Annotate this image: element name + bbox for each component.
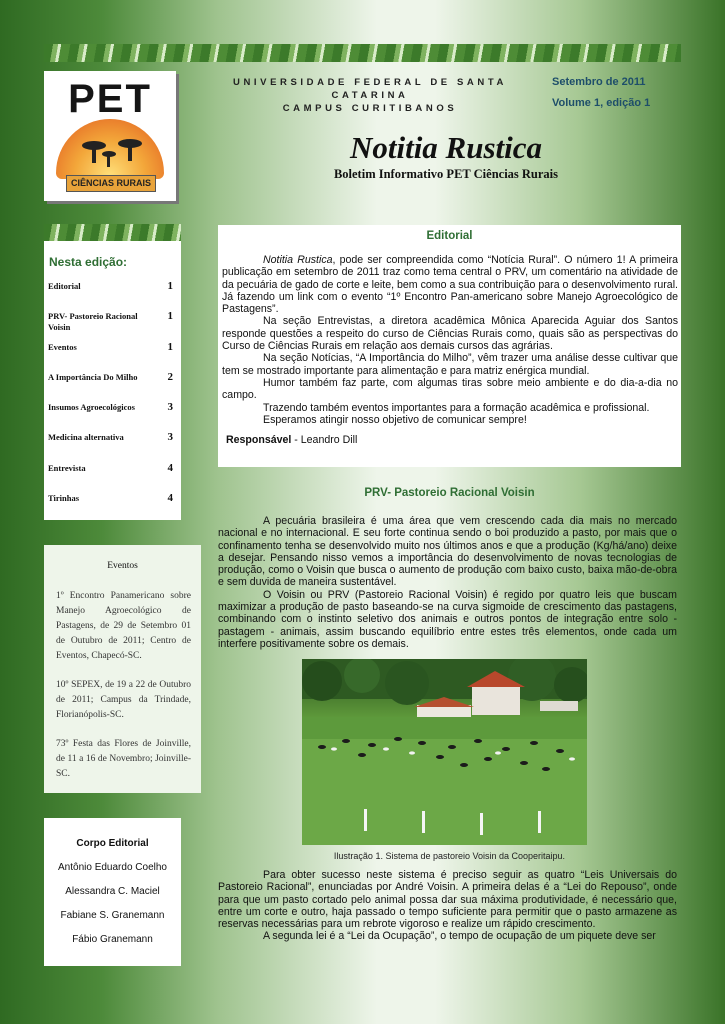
event-item: 10º SEPEX, de 19 a 22 de Outubro de 2011; Campus da Trindade, Florianópolis-SC. (56, 680, 191, 720)
toc-item-title: Insumos Agroecológicos (48, 402, 135, 412)
editorial-board (44, 818, 181, 966)
toc-item-page: 3 (167, 431, 173, 443)
toc-item[interactable] (48, 463, 173, 474)
prv-article-continued (218, 869, 677, 943)
toc-item[interactable] (48, 432, 173, 443)
logo-label: CIÊNCIAS RURAIS (66, 175, 156, 192)
events-heading: Eventos (107, 561, 138, 571)
editorial-paragraph: Na seção Entrevistas, a diretora acadêmica Mônica Aparecida Aguiar dos Santos responde questões a respeito do curso de Ciências Rurais como, quais são as perspectivas do Curso de Ciências Rurais em relação aos demais cursos das agrárias. (222, 315, 678, 353)
tree-trunk (107, 155, 110, 167)
toc-banner (44, 224, 181, 241)
toc-item-page: 1 (167, 341, 173, 353)
toc-item-page: 3 (167, 401, 173, 413)
top-banner (44, 44, 681, 62)
tree-trunk (128, 145, 132, 161)
events-box (44, 545, 201, 793)
table-of-contents (44, 224, 181, 520)
toc-item-page: 4 (167, 462, 173, 474)
logo-sunset (56, 119, 164, 179)
campus-name: CAMPUS CURITIBANOS (282, 103, 458, 114)
editorial-lead: Notitia Rustica (263, 254, 333, 266)
board-member: Fabiane S. Granemann (60, 910, 165, 921)
board-member: Fábio Granemann (72, 934, 153, 945)
toc-item[interactable] (48, 402, 173, 413)
toc-item[interactable] (48, 372, 173, 383)
toc-item[interactable] (48, 311, 173, 333)
editorial-body (218, 254, 681, 446)
event-item: 73º Festa das Flores de Joinville, de 11 a 16 de Novembro; Joinville-SC. (56, 739, 191, 779)
editorial-paragraph: Trazendo também eventos importantes para a formação acadêmica e profissional. (263, 401, 650, 414)
toc-heading: Nesta edição: (49, 255, 128, 269)
prv-heading: PRV- Pastoreio Racional Voisin (364, 487, 535, 499)
toc-item-title: Tirinhas (48, 493, 80, 503)
prv-paragraph: O Voisin ou PRV (Pastoreio Racional Voisin) é regido por quatro leis que buscam maximizar a produção de pasto baseando-se na curva sigmoide de crescimento das pastagens, combinando com o instinto seletivo dos animais e outros pontos de integração entre solo - pastagem - animais, assim buscando equilíbrio entre estes três elementos, onde cada um interfere positivamente sobre os demais. (218, 588, 677, 650)
photo-caption: Ilustração 1. Sistema de pastoreio Voisin da Cooperitaipu. (333, 851, 566, 861)
board-member: Alessandra C. Maciel (65, 886, 160, 897)
toc-item-title: Editorial (48, 281, 81, 291)
prv-paragraph: A segunda lei é a “Lei da Ocupação”, o tempo de ocupação de um piquete deve ser (263, 930, 656, 943)
toc-item[interactable] (48, 342, 173, 353)
toc-item-title: Entrevista (48, 463, 86, 473)
issue-date: Setembro de 2011 (552, 76, 646, 88)
responsible-label: Responsável (226, 434, 292, 447)
editorial-paragraph: Esperamos atingir nosso objetivo de comunicar sempre! (263, 413, 527, 426)
university-header (205, 76, 535, 115)
university-name: UNIVERSIDADE FEDERAL DE SANTA CATARINA (232, 77, 507, 101)
toc-item-title: Medicina alternativa (48, 432, 124, 442)
editorial-responsible (222, 434, 678, 446)
event-item: 1º Encontro Panamericano sobre Manejo Agroecológico de Pastagens, de 29 de Setembro 01 de Outubro de 2011; Centro de Eventos, Chapecó-SC. (56, 591, 191, 661)
toc-item-page: 1 (167, 310, 173, 322)
newsletter-subtitle: Boletim Informativo PET Ciências Rurais (333, 167, 559, 181)
prv-article (218, 515, 677, 650)
editorial-box (218, 225, 681, 467)
toc-item-title: Eventos (48, 342, 77, 352)
newsletter-title: Notitia Rustica (349, 130, 543, 165)
pasture-photo-svg (302, 659, 587, 845)
responsible-name: - Leandro Dill (291, 434, 358, 447)
toc-item-page: 1 (167, 280, 173, 292)
pasture-photo (302, 659, 587, 845)
toc-item-title: PRV- Pastoreio Racional Voisin (48, 311, 138, 332)
editorial-board-heading: Corpo Editorial (76, 838, 149, 849)
tree-trunk (92, 147, 96, 163)
editorial-paragraph: Humor também faz parte, com algumas tiras sobre meio ambiente e do dia-a-dia no campo. (222, 376, 678, 402)
editorial-paragraph (222, 254, 678, 315)
toc-item-page: 2 (167, 371, 173, 383)
editorial-heading: Editorial (426, 230, 473, 242)
prv-paragraph: Para obter sucesso neste sistema é preciso seguir as quatro “Leis Universais do Pastoreio Racional”, enunciadas por André Voisin. A primeira delas é a “Lei do Repouso”, onde para que um pasto cortado pelo animal possa dar sua máxima produtividade, é necessário que, entre um corte e outro, haja passado o tempo suficiente para permitir que o pasto armazene as reservas necessárias para um rebrote vigoroso e realize um rápido crescimento. (218, 869, 677, 931)
toc-item-title: A Importância Do Milho (48, 372, 138, 382)
toc-item[interactable] (48, 493, 173, 504)
toc-item[interactable] (48, 281, 173, 292)
pet-logo (44, 71, 176, 201)
prv-paragraph: A pecuária brasileira é uma área que vem crescendo cada dia mais no mercado nacional e no internacional. E seu forte continua sendo o boi produzido a pasto, por mais que o confinamento tenha se desenvolvido muito nos últimos anos e que a produção (Kg/há/ano) deixe a desejar. Pensando nisso vemos a importância do desenvolvimento de novas tecnologias de produção, como o Voisin que busca o aumento de produção com baixo custo, baixa mão-de-obra e sem duvida de maneira sustentável. (218, 515, 677, 589)
toc-item-page: 4 (167, 492, 173, 504)
editorial-paragraph: Na seção Notícias, “A Importância do Milho”, vêm trazer uma análise desse cultivar que tem se mostrado importante para alimentação e para matriz enérgica mundial. (222, 352, 678, 377)
board-member: Antônio Eduardo Coelho (58, 862, 167, 873)
editorial-lead-rest: , pode ser compreendida como “Notícia Rural”. O número 1! A primeira publicação em setembro de 2011 traz como tema central o PRV, um comentário na atividade de da pecuária de gado de corte e leite, bem como a sua contribuição para o desenvolvimento rural. Já fazendo um link com o evento “1º Encontro Pan-americano sobre Manejo Agroecológico de Pastagens”. (222, 254, 678, 316)
logo-text: PET (68, 77, 152, 121)
issue-volume: Volume 1, edição 1 (552, 97, 651, 109)
